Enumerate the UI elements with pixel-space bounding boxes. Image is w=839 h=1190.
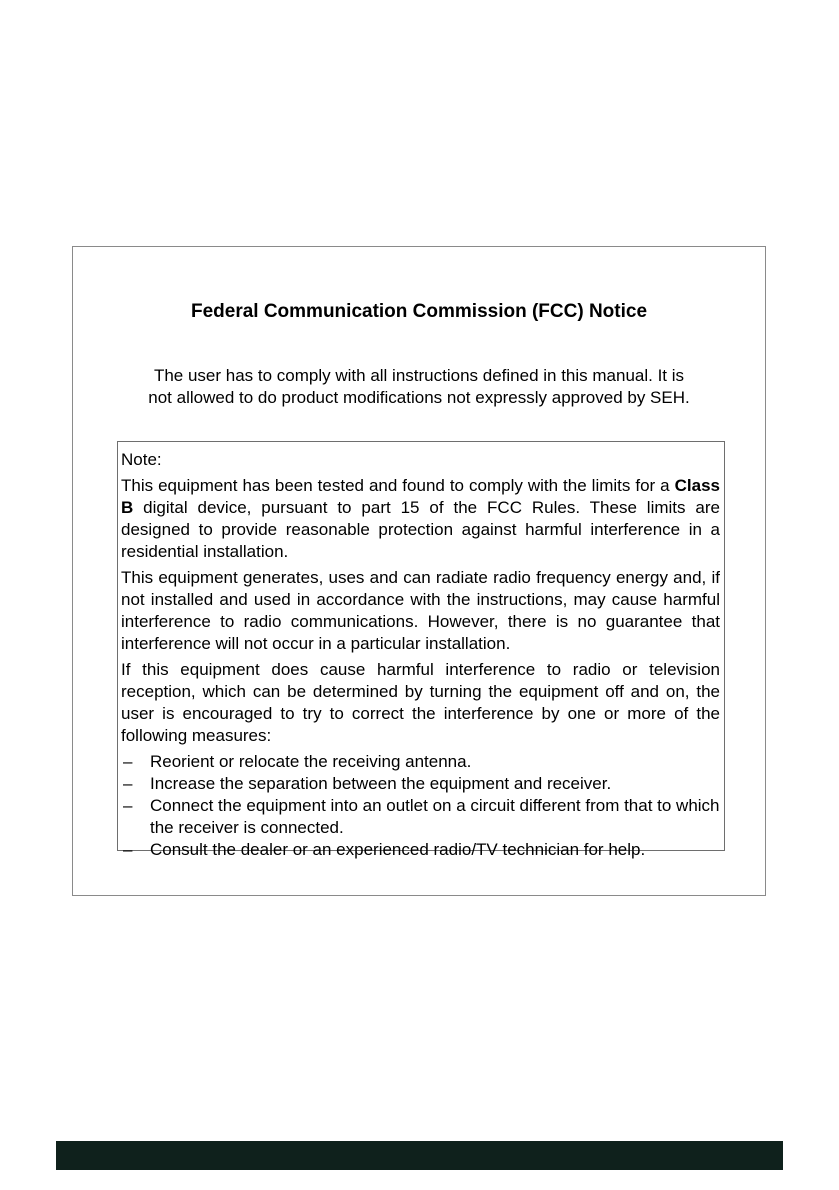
list-item-text: Increase the separation between the equipment and receiver. <box>150 774 612 793</box>
dash-marker: – <box>123 774 133 793</box>
notice-title: Federal Communication Commission (FCC) Notice <box>190 301 648 322</box>
list-item <box>121 839 720 861</box>
dash-marker: – <box>123 840 133 859</box>
note-label: Note: <box>121 450 162 469</box>
intro-line: The user has to comply with all instructions defined in this manual. It is <box>153 366 685 385</box>
dash-marker: – <box>123 796 133 815</box>
class-b-emphasis: Class B <box>121 476 720 517</box>
list-item <box>121 773 720 795</box>
list-item <box>121 795 720 839</box>
list-item <box>121 751 720 773</box>
list-item-text: Reorient or relocate the receiving antenna. <box>150 752 472 771</box>
fcc-notice-frame <box>72 246 766 896</box>
note-paragraph-measures-intro: If this equipment does cause harmful interference to radio or television reception, which can be determined by turning the equipment off and on, the user is encouraged to try to correct the interference by one or more of the following measures: <box>121 660 720 745</box>
note-paragraph-class-b <box>121 475 720 563</box>
dash-marker: – <box>123 752 133 771</box>
note-box <box>117 441 725 859</box>
para-text: digital device, pursuant to part 15 of the FCC Rules. These limits are designed to provide reasonable protection against harmful interference in a residential installation. <box>121 498 720 561</box>
measures-list <box>121 751 720 861</box>
footer-bar <box>56 1141 783 1170</box>
note-paragraph-radiation: This equipment generates, uses and can radiate radio frequency energy and, if not installed and used in accordance with the instructions, may cause harmful interference to radio communications. However, there is no guarantee that interference will not occur in a particular installation. <box>121 568 720 653</box>
list-item-text: Connect the equipment into an outlet on a circuit different from that to which the receiver is connected. <box>150 796 720 837</box>
intro-line: not allowed to do product modifications not expressly approved by SEH. <box>148 388 690 407</box>
list-item-text: Consult the dealer or an experienced radio/TV technician for help. <box>150 840 646 859</box>
para-text: This equipment has been tested and found to comply with the limits for a <box>121 476 675 495</box>
intro-text <box>73 365 765 409</box>
